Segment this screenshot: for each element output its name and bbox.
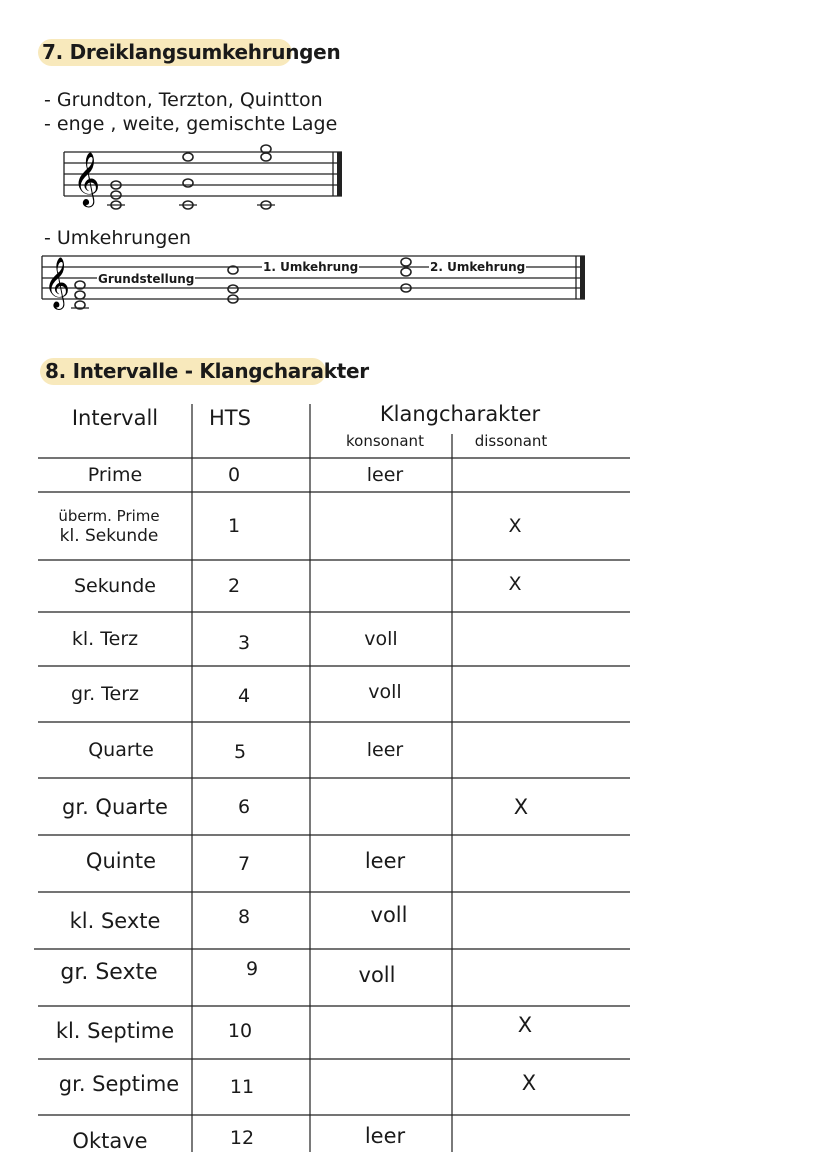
section-8-title: 8. Intervalle - Klangcharakter xyxy=(45,359,369,383)
table-row-interval-line1: überm. Prime xyxy=(58,507,160,525)
table-row-interval xyxy=(44,492,174,560)
treble-clef-icon: 𝄞 xyxy=(73,151,101,205)
table-row-dissonant xyxy=(470,835,560,892)
table-row-hts: 9 xyxy=(245,957,259,980)
table-row-konsonant: leer xyxy=(366,739,404,761)
table-row-interval: Quarte xyxy=(88,739,154,761)
inversions-heading: - Umkehrungen xyxy=(44,227,192,249)
table-row-interval: Oktave xyxy=(72,1129,148,1153)
header-konsonant: konsonant xyxy=(346,432,424,450)
treble-clef-icon: 𝄞 xyxy=(44,257,71,308)
table-row-interval: kl. Sexte xyxy=(69,908,161,933)
table-row-hts: 5 xyxy=(233,741,247,763)
table-row-interval: Prime xyxy=(87,464,143,486)
bullet-positions: - enge , weite, gemischte Lage xyxy=(44,113,338,135)
table-row-hts: 11 xyxy=(229,1076,255,1098)
table-row-konsonant: leer xyxy=(366,464,404,486)
table-row-hts: 12 xyxy=(229,1127,255,1149)
table-row-interval: gr. Quarte xyxy=(62,794,168,819)
table-row-interval: gr. Sexte xyxy=(60,960,158,985)
table-row-dissonant xyxy=(470,722,560,778)
table-row-hts: 7 xyxy=(237,852,251,875)
table-row-konsonant: leer xyxy=(364,1124,406,1148)
table-row-interval: Sekunde xyxy=(73,575,156,597)
table-row-konsonant: voll xyxy=(370,902,408,927)
table-row-konsonant xyxy=(340,778,430,835)
table-row-hts: 3 xyxy=(237,632,251,654)
header-interval: Intervall xyxy=(71,406,159,430)
label-grundstellung: Grundstellung xyxy=(98,272,195,286)
table-row-konsonant xyxy=(340,1006,430,1059)
table-row-hts: 0 xyxy=(227,464,241,486)
table-row-konsonant: voll xyxy=(368,681,402,703)
table-row-hts: 6 xyxy=(237,795,251,818)
table-row-interval: kl. Septime xyxy=(55,1018,175,1043)
table-row-interval: gr. Septime xyxy=(58,1072,180,1096)
table-row-dissonant xyxy=(470,666,560,722)
table-row-konsonant xyxy=(340,492,430,560)
table-row-dissonant: X xyxy=(508,573,522,595)
label-first-inversion: 1. Umkehrung xyxy=(263,260,359,274)
label-second-inversion: 2. Umkehrung xyxy=(430,260,526,274)
header-hts: HTS xyxy=(209,406,251,430)
header-klangcharakter: Klangcharakter xyxy=(379,402,541,426)
table-row-hts: 1 xyxy=(227,515,241,537)
table-row-konsonant xyxy=(340,1059,430,1115)
table-row-konsonant xyxy=(340,560,430,612)
table-row-dissonant: X xyxy=(521,1071,537,1095)
table-row-hts: 8 xyxy=(237,905,251,928)
table-row-konsonant: leer xyxy=(364,848,406,873)
table-row-interval: Quinte xyxy=(85,848,157,873)
table-row-dissonant xyxy=(470,892,560,949)
table-row-konsonant: voll xyxy=(364,628,398,650)
table-row-interval-line2: kl. Sekunde xyxy=(59,526,159,546)
bullet-tones: - Grundton, Terzton, Quintton xyxy=(44,89,323,111)
table-row-hts: 2 xyxy=(227,575,241,597)
table-row-dissonant xyxy=(470,458,560,492)
table-row-interval: kl. Terz xyxy=(71,628,139,650)
table-row-dissonant: X xyxy=(508,515,522,537)
section-7-title: 7. Dreiklangsumkehrungen xyxy=(42,40,341,64)
table-row-dissonant xyxy=(470,612,560,666)
header-dissonant: dissonant xyxy=(474,432,548,450)
table-row-konsonant: voll xyxy=(358,962,396,987)
table-row-hts: 10 xyxy=(227,1019,253,1042)
table-row-dissonant: X xyxy=(517,1012,533,1037)
table-row-interval: gr. Terz xyxy=(70,683,140,705)
table-row-dissonant: X xyxy=(513,794,529,819)
table-row-dissonant xyxy=(470,1115,560,1161)
table-row-hts: 4 xyxy=(237,685,251,707)
